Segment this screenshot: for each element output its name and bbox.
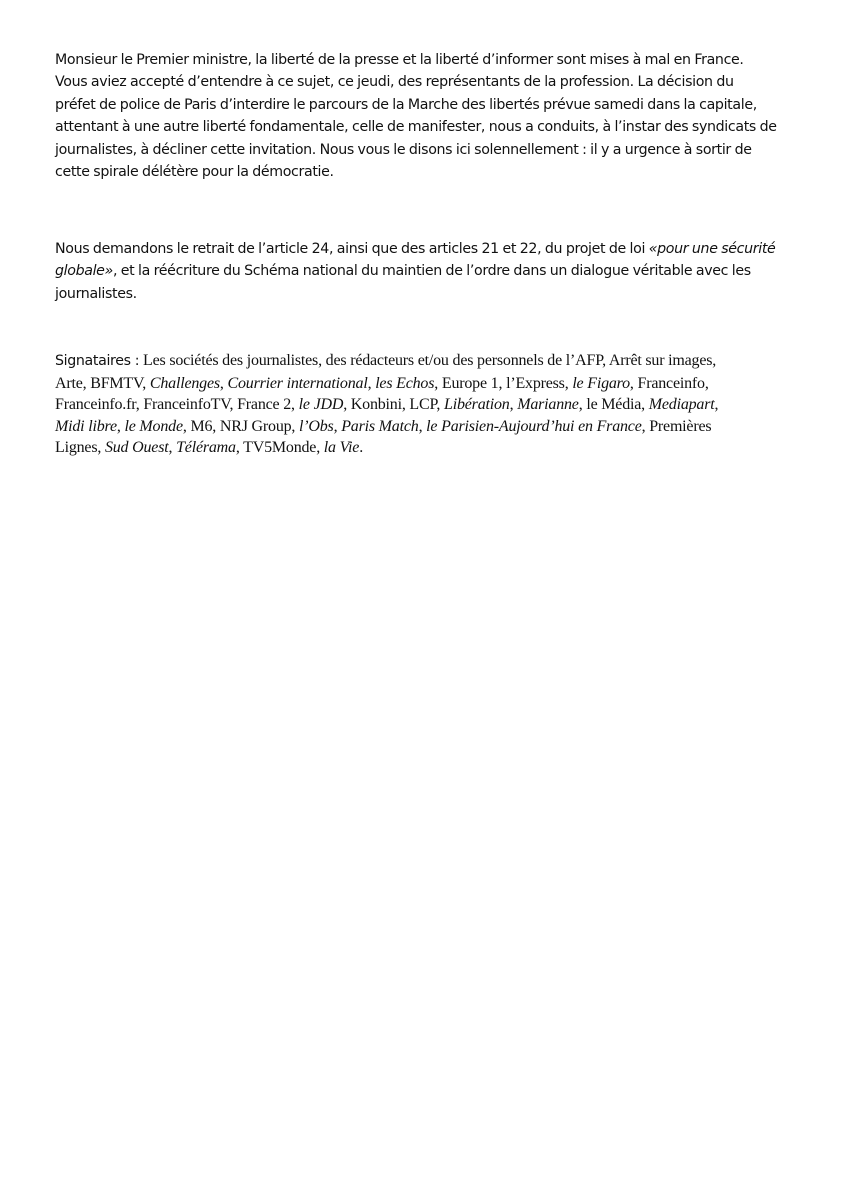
outlet-italic: le Figaro [572,374,630,392]
text-line: journalistes, à décliner cette invitation. Nous vous le disons ici solennellement : il y a urgence à sortir de [55,141,752,158]
text-segment: , Premières [641,417,712,435]
text-segment: , [418,417,427,435]
outlet-italic: Libération [444,396,510,414]
outlet-italic: le JDD [298,396,344,414]
outlet-italic: Mediapart [648,396,715,414]
text-segment: Lignes, [55,439,105,457]
text-segment: , [509,396,518,414]
paragraph-demands [55,238,815,305]
law-title-italic: globale» [55,263,113,280]
outlet-italic: le Parisien-Aujourd’hui en France [426,417,642,435]
text-segment: , Europe 1, l’Express, [434,374,573,392]
outlet-italic: Télérama [176,439,236,457]
text-segment: , [367,374,376,392]
outlet-italic: la Vie [323,439,360,457]
outlet-italic: Challenges [149,374,220,392]
text-line [55,350,815,373]
text-segment: , [168,439,177,457]
outlet-italic: Sud Ouest [104,439,169,457]
text-line: cette spirale délétère pour la démocratie. [55,164,334,181]
law-title-italic: «pour une sécurité [648,241,776,257]
text-segment: , le Média, [578,396,649,414]
text-segment: Arte, BFMTV, [55,374,150,392]
text-line [55,394,815,416]
outlet-italic: Courrier international [227,374,368,392]
text-segment: , [333,417,342,435]
text-line: préfet de police de Paris d’interdire le parcours de la Marche des libertés prévue samedi dans la capitale, [55,96,757,113]
text-line [55,260,815,282]
outlet-italic: Paris Match [341,417,419,435]
text-segment: , TV5Monde, [235,439,324,457]
text-line: Vous aviez accepté d’entendre à ce sujet, ce jeudi, des représentants de la profession. La décision du [55,74,734,91]
signatories-paragraph [55,350,815,459]
text-line: journalistes. [55,285,137,302]
text-segment: Nous demandons le retrait de l’article 24, ainsi que des articles 21 et 22, du projet de loi [55,241,649,257]
outlet-italic: Marianne [517,396,579,414]
text-segment: , [116,417,125,435]
text-line [55,238,815,260]
text-line [55,416,815,438]
text-segment: . [359,439,363,457]
paragraph-intro [55,49,815,183]
text-segment: , et la réécriture du Schéma national du maintien de l’ordre dans un dialogue véritable avec les [112,263,751,280]
text-line: attentant à une autre liberté fondamentale, celle de manifester, nous a conduits, à l’instar des syndicats de [55,119,777,136]
signatories-label: Signataires : [55,353,140,369]
outlet-italic: le Monde [124,417,183,435]
text-segment: Les sociétés des journalistes, des rédacteurs et/ou des personnels de l’AFP, Arrêt sur images, [139,352,717,369]
text-segment: , M6, NRJ Group, [182,417,300,435]
text-segment: , [219,374,228,392]
text-segment: , [714,396,719,414]
text-line [55,373,815,395]
outlet-italic: l’Obs [299,417,334,435]
outlet-italic: Midi libre [55,417,117,435]
text-segment: Franceinfo.fr, FranceinfoTV, France 2, [55,396,299,414]
text-segment: , Konbini, LCP, [343,396,445,414]
text-line [55,437,815,459]
text-segment: , Franceinfo, [629,374,709,392]
text-line: Monsieur le Premier ministre, la liberté de la presse et la liberté d’informer sont mises à mal en France. [55,52,744,68]
outlet-italic: les Echos [375,374,435,392]
